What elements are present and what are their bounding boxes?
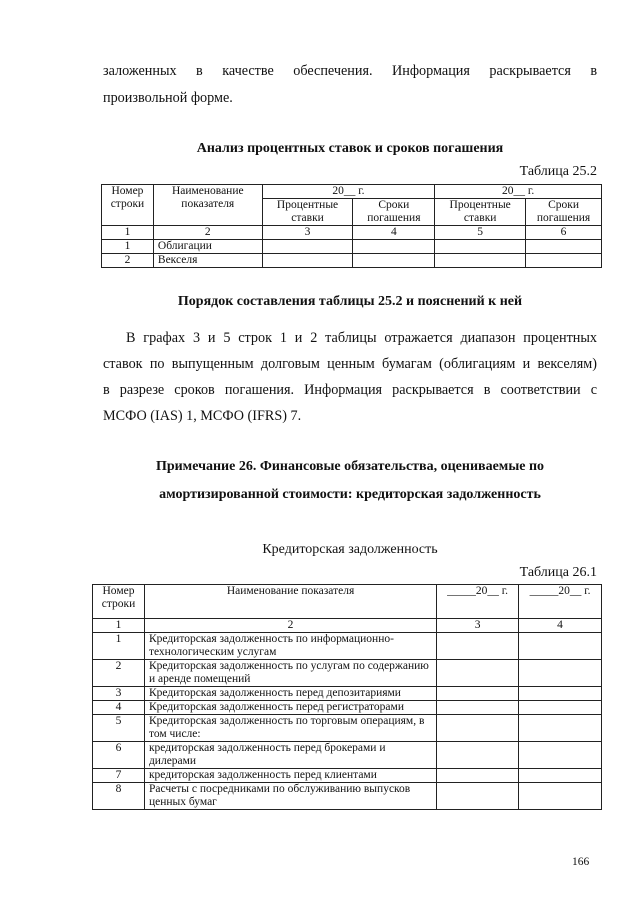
subheader-cell: Сроки погашения [353, 199, 435, 226]
column-number: 3 [262, 226, 353, 240]
row-name: Облигации [153, 240, 262, 254]
table-row [93, 783, 602, 810]
empty-cell [519, 633, 602, 660]
subheader-cell: Процентные ставки [262, 199, 353, 226]
row-number: 8 [93, 783, 145, 810]
row-number: 2 [93, 660, 145, 687]
table-row [93, 585, 602, 619]
procedure-heading: Порядок составления таблицы 25.2 и пояснений к ней [177, 294, 523, 309]
empty-cell [519, 687, 602, 701]
table-row [93, 687, 602, 701]
empty-cell [435, 240, 526, 254]
header-indicator-name: Наименование показателя [144, 585, 436, 619]
empty-cell [526, 240, 602, 254]
empty-cell [262, 240, 353, 254]
empty-cell [519, 783, 602, 810]
column-number: 1 [102, 226, 154, 240]
table-row-numbering [93, 619, 602, 633]
column-number: 5 [435, 226, 526, 240]
table-row [102, 254, 602, 268]
page-number: 166 [572, 856, 590, 868]
procedure-line-4: МСФО (IAS) 1, МСФО (IFRS) 7. [103, 408, 302, 424]
intro-line-2: произвольной форме. [103, 90, 233, 106]
table-25-2-heading: Анализ процентных ставок и сроков погашения [196, 141, 504, 156]
row-name: Кредиторская задолженность перед депозитариями [144, 687, 436, 701]
procedure-line-1: В графах 3 и 5 строк 1 и 2 таблицы отражается диапазон процентных [126, 330, 597, 346]
row-name: Кредиторская задолженность по торговым операциям, в том числе: [144, 715, 436, 742]
row-name: Векселя [153, 254, 262, 268]
row-name: Кредиторская задолженность перед регистраторами [144, 701, 436, 715]
table-26-1-label: Таблица 26.1 [519, 565, 597, 580]
intro-line-1: заложенных в качестве обеспечения. Информация раскрывается в [103, 63, 598, 79]
table-25-2-label: Таблица 25.2 [519, 164, 597, 179]
header-year-2: 20__ г. [435, 185, 602, 199]
column-number: 3 [437, 619, 519, 633]
row-number: 6 [93, 742, 145, 769]
empty-cell [526, 254, 602, 268]
header-year-1: _____20__ г. [437, 585, 519, 619]
empty-cell [519, 769, 602, 783]
empty-cell [437, 633, 519, 660]
empty-cell [437, 701, 519, 715]
table-row [93, 701, 602, 715]
column-number: 4 [353, 226, 435, 240]
empty-cell [519, 701, 602, 715]
column-number: 2 [153, 226, 262, 240]
empty-cell [437, 715, 519, 742]
header-year-2: _____20__ г. [519, 585, 602, 619]
column-number: 2 [144, 619, 436, 633]
table-25-2 [101, 184, 602, 268]
row-name: Кредиторская задолженность по информационно-технологическим услугам [144, 633, 436, 660]
row-number: 5 [93, 715, 145, 742]
empty-cell [353, 254, 435, 268]
table-row [93, 769, 602, 783]
procedure-line-3: в разрезе сроков погашения. Информация раскрывается в соответствии с [103, 382, 597, 398]
empty-cell [519, 742, 602, 769]
table-row [93, 715, 602, 742]
empty-cell [437, 742, 519, 769]
table-row [93, 633, 602, 660]
row-name: кредиторская задолженность перед клиентами [144, 769, 436, 783]
row-number: 1 [102, 240, 154, 254]
empty-cell [437, 769, 519, 783]
column-number: 6 [526, 226, 602, 240]
header-indicator-name: Наименование показателя [153, 185, 262, 226]
empty-cell [435, 254, 526, 268]
note-26-heading-line-1: Примечание 26. Финансовые обязательства, оцениваемые по [155, 459, 545, 474]
empty-cell [353, 240, 435, 254]
table-26-1 [92, 584, 602, 810]
header-row-number: Номер строки [93, 585, 145, 619]
table-row-numbering [102, 226, 602, 240]
table-row [93, 742, 602, 769]
procedure-line-2: ставок по выпущенным долговым ценным бумагам (облигациям и векселям) [103, 356, 597, 372]
column-number: 4 [519, 619, 602, 633]
header-year-1: 20__ г. [262, 185, 435, 199]
row-number: 3 [93, 687, 145, 701]
note-26-heading-line-2: амортизированной стоимости: кредиторская задолженность [159, 487, 541, 502]
row-number: 7 [93, 769, 145, 783]
subheader-cell: Процентные ставки [435, 199, 526, 226]
subheader-cell: Сроки погашения [526, 199, 602, 226]
row-name: кредиторская задолженность перед брокерами и дилерами [144, 742, 436, 769]
empty-cell [437, 660, 519, 687]
row-name: Расчеты с посредниками по обслуживанию выпусков ценных бумаг [144, 783, 436, 810]
empty-cell [437, 783, 519, 810]
empty-cell [262, 254, 353, 268]
empty-cell [437, 687, 519, 701]
table-row [102, 185, 602, 199]
column-number: 1 [93, 619, 145, 633]
table-row [93, 660, 602, 687]
row-number: 1 [93, 633, 145, 660]
table-26-1-heading: Кредиторская задолженность [262, 542, 438, 557]
empty-cell [519, 715, 602, 742]
header-row-number: Номер строки [102, 185, 154, 226]
empty-cell [519, 660, 602, 687]
row-number: 2 [102, 254, 154, 268]
row-name: Кредиторская задолженность по услугам по содержанию и аренде помещений [144, 660, 436, 687]
row-number: 4 [93, 701, 145, 715]
table-row [102, 240, 602, 254]
